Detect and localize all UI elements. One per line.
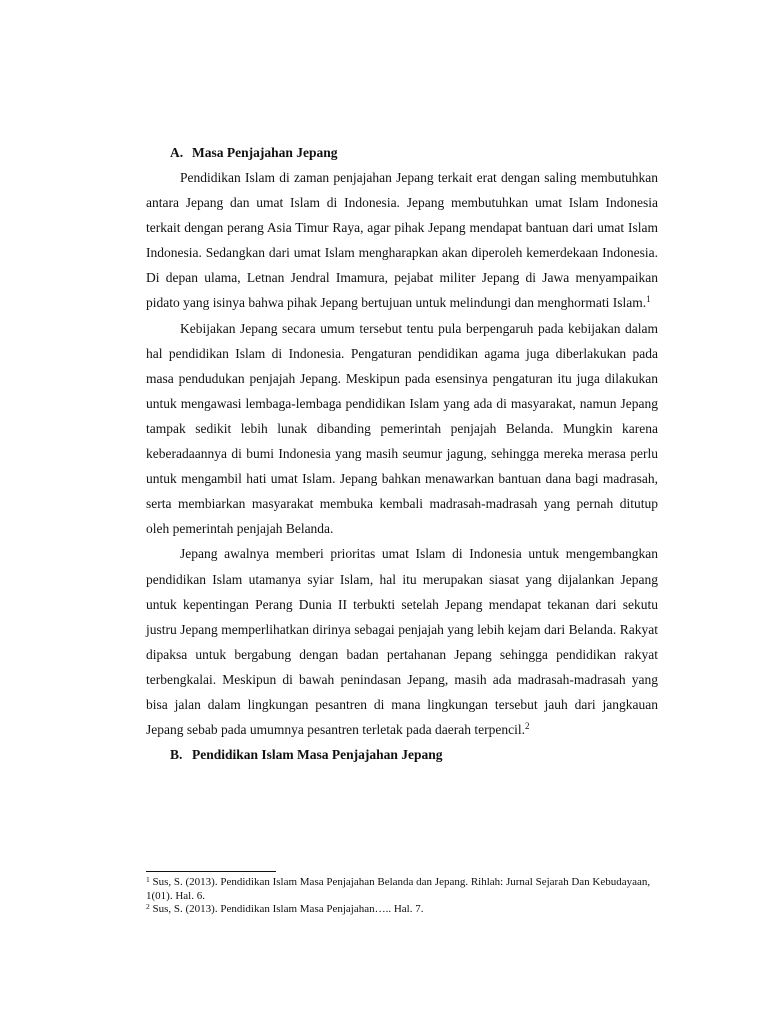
section-number: A. [170, 145, 184, 160]
paragraph-text: Jepang awalnya memberi prioritas umat Islam di Indonesia untuk mengembangkan pendidikan Islam utamanya syiar Islam, hal itu merupakan siasat yang dijalankan Jepang untuk kepentingan Perang Dunia II terbukti setelah Jepang mendapat tekanan dari sekutu justru Jepang memperlihatkan dirinya sebagai penjajah yang lebih kejam dari Belanda. Rakyat dipaksa untuk bergabung dengan badan pertahanan Jepang sehingga pendidikan rakyat terbengkalai. Meskipun di bawah penindasan Jepang, masih ada madrasah-madrasah yang bisa jalan dalam lingkungan pesantren di mana lingkungan tersebut jauh dari jangkauan Jepang sebab pada umumnya pesantren terletak pada daerah terpencil. [146, 546, 658, 738]
footnote-mark: 1 [146, 875, 150, 884]
footnote-text: Sus, S. (2013). Pendidikan Islam Masa Penjajahan Belanda dan Jepang. Rihlah: Jurnal Sejarah Dan Kebudayaan, 1(01). Hal. 6. [146, 876, 651, 902]
document-body [146, 140, 658, 767]
footnote-item [146, 876, 658, 903]
section-heading-a [170, 140, 658, 165]
paragraph [146, 541, 658, 742]
footnote-mark: 2 [146, 902, 150, 911]
footnote-ref[interactable]: 2 [524, 721, 530, 732]
section-number: B. [170, 747, 183, 763]
footnote-item [146, 903, 658, 917]
paragraph [146, 316, 658, 542]
footnote-separator [146, 871, 276, 872]
paragraph-text: Pendidikan Islam di zaman penjajahan Jepang terkait erat dengan saling membutuhkan antara Jepang dan umat Islam di Indonesia. Jepang membutuhkan umat Islam Indonesia terkait dengan perang Asia Timur Raya, agar pihak Jepang mendapat bantuan dari umat Islam Indonesia. Sedangkan dari umat Islam mengharapkan akan diperoleh kemerdekaan Indonesia. Di depan ulama, Letnan Jendral Imamura, pejabat militer Jepang di Jawa menyampaikan pidato yang isinya bahwa pihak Jepang bertujuan untuk melindungi dan menghormati Islam. [146, 170, 658, 311]
footnote-ref[interactable]: 1 [646, 294, 651, 305]
section-title: Pendidikan Islam Masa Penjajahan Jepang [192, 747, 443, 763]
footnote-text: Sus, S. (2013). Pendidikan Islam Masa Penjajahan….. Hal. 7. [149, 903, 424, 915]
section-heading-b [170, 742, 658, 767]
paragraph [146, 165, 658, 316]
section-title: Masa Penjajahan Jepang [192, 145, 338, 160]
paragraph-text: Kebijakan Jepang secara umum tersebut tentu pula berpengaruh pada kebijakan dalam hal pendidikan Islam di Indonesia. Pengaturan pendidikan agama juga diberlakukan pada masa pendudukan penjajah Jepang. Meskipun pada esensinya pengaturan itu juga dilakukan untuk mengawasi lembaga-lembaga pendidikan Islam yang ada di masyarakat, namun Jepang tampak sedikit lebih lunak dibanding pemerintah penjajah Belanda. Mungkin karena keberadaannya di bumi Indonesia yang masih seumur jagung, sehingga mereka merasa perlu untuk mengambil hati umat Islam. Jepang bahkan menawarkan bantuan dana bagi madrasah, serta membiarkan masyarakat membuka kembali madrasah-madrasah yang pernah ditutup oleh pemerintah penjajah Belanda. [146, 320, 658, 537]
footnotes [146, 876, 658, 917]
